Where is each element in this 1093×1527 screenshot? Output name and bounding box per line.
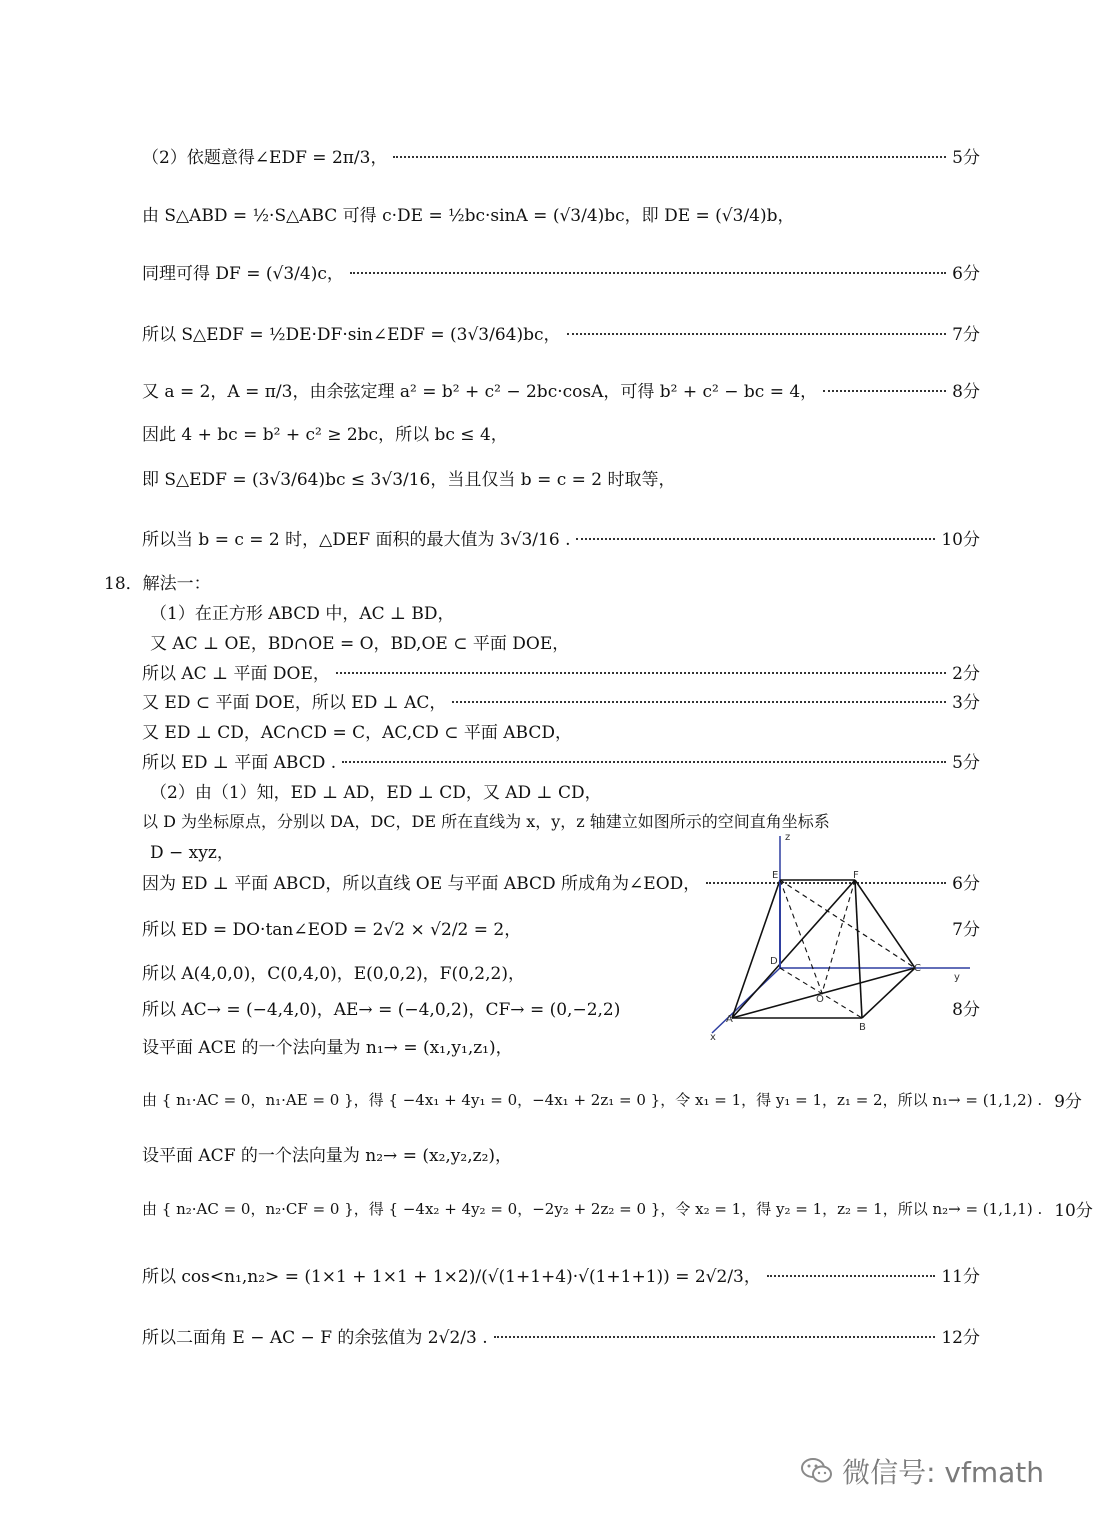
label-x: x [710, 1032, 716, 1043]
text: 即 S△EDF = (3√3/64)bc ≤ 3√3/16，当且仅当 b = c = 2 时取等， [142, 469, 676, 490]
label-A: A [726, 1014, 733, 1025]
line-18-b13 [142, 1320, 980, 1350]
edge-EA [732, 880, 780, 1018]
text: D − xyz， [150, 842, 234, 863]
text: 又 ED ⊂ 平面 DOE，所以 ED ⊥ AC， [142, 692, 447, 713]
label-C: C [914, 963, 921, 974]
label-O: O [816, 994, 824, 1005]
line-18-b10 [142, 1138, 980, 1168]
score: 10分 [1054, 1200, 1093, 1221]
text: 所以 S△EDF = ½DE·DF·sin∠EDF = (3√3/64)bc， [142, 324, 561, 345]
dot-leader [494, 1336, 936, 1338]
dot-leader [767, 1275, 935, 1277]
line-17-7 [142, 462, 980, 492]
line-17-2 [142, 198, 980, 228]
label-F: F [853, 870, 859, 881]
text: 由 { n₂·AC = 0，n₂·CF = 0 }，得 { −4x₂ + 4y₂ = 0，−2y₂ + 2z₂ = 0 }，令 x₂ = 1，得 y₂ = 1，z₂ = 1，所以 n₂→ = (1,1,1) . [142, 1199, 1043, 1218]
text: 所以 AC ⊥ 平面 DOE， [142, 663, 330, 684]
line-18-b12 [142, 1259, 980, 1289]
edge-FB [855, 880, 862, 1018]
line-17-4 [142, 317, 980, 347]
text: （2）由（1）知，ED ⊥ AD，ED ⊥ CD，又 AD ⊥ CD， [150, 782, 602, 803]
line-17-3 [142, 256, 980, 286]
text: 所以 ED = DO·tan∠EOD = 2√2 × √2/2 = 2， [142, 919, 522, 940]
text: 所以二面角 E − AC − F 的余弦值为 2√2/3 . [142, 1327, 488, 1348]
section-18-title [104, 566, 980, 596]
score: 9分 [1054, 1091, 1082, 1112]
line-18-b1 [150, 775, 980, 805]
edge-FC [855, 880, 915, 968]
score: 12分 [941, 1327, 980, 1348]
line-17-6 [142, 417, 980, 447]
text: （1）在正方形 ABCD 中，AC ⊥ BD， [150, 603, 455, 624]
dot-leader [452, 701, 946, 703]
text: 又 a = 2，A = π/3，由余弦定理 a² = b² + c² − 2bc·cosA，可得 b² + c² − bc = 4， [142, 381, 818, 402]
label-D: D [770, 956, 778, 967]
score: 5分 [952, 147, 980, 168]
score: 2分 [952, 663, 980, 684]
line-18-a6 [142, 745, 980, 775]
line-17-5 [142, 374, 980, 404]
text: 因为 ED ⊥ 平面 ABCD，所以直线 OE 与平面 ABCD 所成角为∠EOD， [142, 873, 701, 894]
score: 11分 [941, 1266, 980, 1287]
text: 所以 AC→ = (−4,4,0)，AE→ = (−4,0,2)，CF→ = (0,−2,2) [142, 999, 621, 1020]
text: 由 S△ABD = ½·S△ABC 可得 c·DE = ½bc·sinA = (√3/4)bc，即 DE = (√3/4)b， [142, 205, 795, 226]
text: 设平面 ACE 的一个法向量为 n₁→ = (x₁,y₁,z₁)， [142, 1037, 513, 1058]
score: 8分 [952, 381, 980, 402]
geometry-figure [700, 828, 980, 1043]
score: 8分 [952, 999, 980, 1020]
text: 设平面 ACF 的一个法向量为 n₂→ = (x₂,y₂,z₂)， [142, 1145, 513, 1166]
dot-leader [567, 333, 947, 335]
text: 所以 A(4,0,0)，C(0,4,0)，E(0,0,2)，F(0,2,2)， [142, 963, 525, 984]
score: 10分 [941, 529, 980, 550]
line-18-a2 [150, 626, 980, 656]
dot-leader [342, 761, 946, 763]
text: 18．解法一： [104, 573, 211, 594]
edge-EO [780, 880, 822, 993]
text: 所以当 b = c = 2 时，△DEF 面积的最大值为 3√3/16 . [142, 529, 571, 550]
label-y: y [954, 972, 960, 983]
line-18-b11 [142, 1193, 1093, 1223]
score: 6分 [952, 263, 980, 284]
text: （2）依题意得∠EDF = 2π/3， [142, 147, 388, 168]
score: 7分 [952, 919, 980, 940]
dot-leader [393, 156, 946, 158]
text: 因此 4 + bc = b² + c² ≥ 2bc，所以 bc ≤ 4， [142, 424, 508, 445]
edge-AF [732, 880, 855, 1018]
score: 6分 [952, 873, 980, 894]
score: 3分 [952, 692, 980, 713]
label-z: z [785, 832, 791, 843]
line-17-8 [142, 522, 980, 552]
line-17-1 [142, 140, 980, 170]
label-E: E [772, 870, 779, 881]
line-18-a3 [142, 656, 980, 686]
text: 以 D 为坐标原点，分别以 DA，DC，DE 所在直线为 x，y，z 轴建立如图所示的空间直角坐标系 [142, 811, 830, 831]
dot-leader [350, 272, 946, 274]
text: 又 ED ⊥ CD，AC∩CD = C，AC,CD ⊂ 平面 ABCD， [142, 722, 572, 743]
line-18-a1 [150, 596, 980, 626]
edge-DB [780, 968, 862, 1018]
edge-EC [780, 880, 915, 968]
score: 5分 [952, 752, 980, 773]
text: 所以 cos<n₁,n₂> = (1×1 + 1×1 + 1×2)/(√(1+1+4)·√(1+1+1)) = 2√2/3， [142, 1266, 761, 1287]
dot-leader [576, 538, 935, 540]
dot-leader [336, 672, 946, 674]
label-B: B [859, 1022, 866, 1033]
line-18-a4 [142, 685, 980, 715]
dot-leader [823, 390, 946, 392]
score: 7分 [952, 324, 980, 345]
watermark-text: 微信号: vfmath [842, 1456, 1044, 1489]
text: 同理可得 DF = (√3/4)c， [142, 263, 344, 284]
text: 又 AC ⊥ OE，BD∩OE = O，BD,OE ⊂ 平面 DOE， [150, 633, 570, 654]
text: 所以 ED ⊥ 平面 ABCD . [142, 752, 337, 773]
text: 由 { n₁·AC = 0，n₁·AE = 0 }，得 { −4x₁ + 4y₁ = 0，−4x₁ + 2z₁ = 0 }，令 x₁ = 1，得 y₁ = 1，z₁ = 2，所以 n₁→ = (1,1,2) . [142, 1090, 1043, 1109]
edge-FO [822, 880, 855, 993]
watermark [800, 1451, 1044, 1491]
line-18-b9 [142, 1084, 1082, 1114]
wechat-icon [800, 1456, 834, 1486]
line-18-a5 [142, 715, 980, 745]
